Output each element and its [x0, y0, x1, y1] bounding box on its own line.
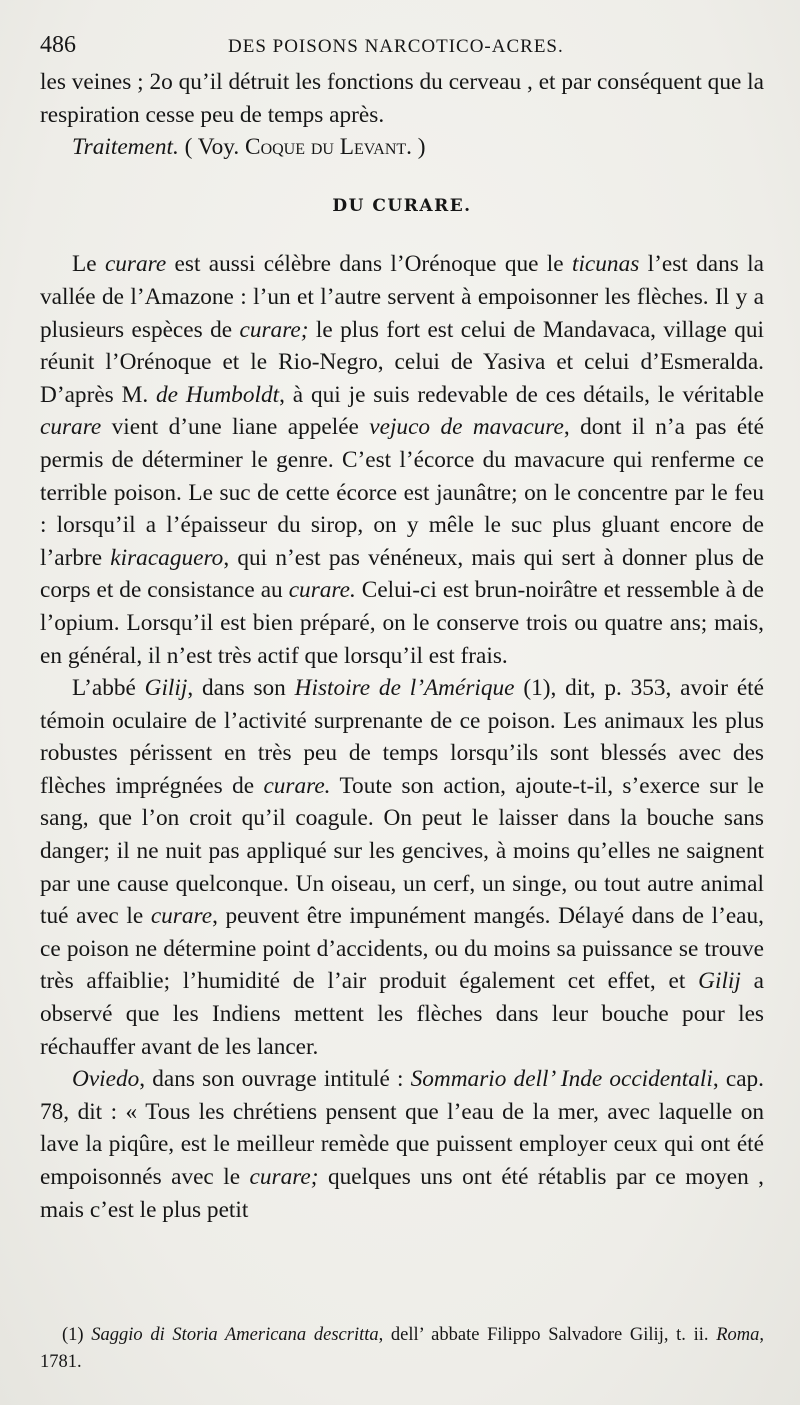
- italic-term: Gilij: [698, 968, 741, 995]
- text: a observé que les Indiens mettent les flèches dans leur bouche pour les réchauffer avant de les lancer.: [40, 968, 764, 1060]
- paragraph-oviedo: [40, 1063, 764, 1226]
- treatment-ref: Coque du Levant: [245, 134, 407, 161]
- text: (1), dit, p. 353, avoir été témoin oculaire de l’activité surprenante de ce poison. Les animaux les plus robustes périssent en très peu de temps lorsqu’ils sont blessés avec des flèches imprégnées de: [40, 675, 764, 799]
- text: Le: [72, 251, 105, 278]
- text: , cap. 78, dit : « Tous les chrétiens pensent que l’eau de la mer, avec laquelle on lave la piqûre, est le meilleur remède que puissent employer ceux qui ont été empoisonnés avec le: [40, 1066, 765, 1190]
- text: L’abbé: [72, 675, 145, 702]
- italic-term: curare;: [239, 316, 309, 343]
- running-head: DES POISONS NARCOTICO-ACRES.: [228, 36, 564, 57]
- italic-term: Saggio di Storia Americana descritta: [91, 1325, 379, 1345]
- italic-term: vejuco de mavacure: [369, 414, 564, 441]
- italic-term: curare.: [288, 577, 356, 604]
- footnote-marker: (1): [62, 1325, 92, 1345]
- italic-term: curare: [104, 251, 167, 278]
- italic-term: kiracaguero: [110, 544, 224, 571]
- footnote-text: [40, 1322, 764, 1376]
- italic-term: curare;: [249, 1164, 319, 1190]
- text: le plus fort est celui de Mandavaca, village qui réunit l’Orénoque et le Rio-Negro, celui de Yasiva et celui d’Esmeralda. D’après M.: [40, 316, 764, 408]
- paragraph-gilij: [40, 672, 764, 1063]
- paragraph-curare-intro: [40, 248, 764, 672]
- text: , à qui je suis redevable de ces détails, le véritable: [279, 381, 764, 408]
- text: , peuvent être impunément mangés. Délayé dans de l’eau, ce poison ne détermine point d’accidents, ou du moins sa puissance se trouve très affaiblie; l’humidité de l’air produit également cet effet, et: [40, 903, 764, 995]
- continuation-paragraph: les veines ; 2o qu’il détruit les fonctions du cerveau , et par conséquent que la respiration cesse peu de temps après.: [40, 69, 764, 128]
- footnote: [40, 1322, 764, 1376]
- text: quelques uns ont été rétablis par ce moyen , mais c’est le plus petit: [40, 1164, 764, 1223]
- text: l’est dans la vallée de l’Amazone : l’un et l’autre servent à empoisonner les flèches. Il y a plusieurs espèces de: [40, 251, 764, 343]
- text: est aussi célèbre dans l’Orénoque que le: [166, 251, 572, 278]
- text: , dont il n’a pas été permis de déterminer le genre. C’est l’écorce du mavacure qui renferme ce terrible poison. Le suc de cette écorce est jaunâtre; on le concentre par le feu : lorsqu’il a l’épaisseur du sirop, on y mêle le suc plus gluant encore de l’arbre: [40, 414, 765, 571]
- text: , qui n’est pas vénéneux, mais qui sert à donner plus de corps et de consistance au: [40, 544, 764, 604]
- text: , dell’ abbate Filippo Salvadore Gilij, t. ii.: [378, 1325, 717, 1345]
- treatment-line: [40, 131, 764, 164]
- page-header: [40, 32, 764, 66]
- italic-term: curare: [40, 414, 102, 441]
- text: Celui-ci est brun-noirâtre et ressemble à de l’opium. Lorsqu’il est bien préparé, on le conserve trois ou quatre ans; mais, en général, il n’est très actif que lorsqu’il est frais.: [40, 577, 764, 669]
- text: , dans son ouvrage intitulé :: [139, 1066, 411, 1093]
- italic-term: Gilij: [144, 675, 188, 702]
- italic-term: curare.: [263, 772, 331, 799]
- italic-term: Roma: [716, 1325, 760, 1345]
- italic-term: de Humboldt: [156, 381, 280, 408]
- text: Toute son action, ajoute-t-il, s’exerce sur le sang, que l’on croit qu’il coagule. On peut le laisser dans la bouche sans danger; il ne nuit pas appliqué sur les gencives, à moins qu’elles ne saignent par une cause quelconque. Un oiseau, un cerf, un singe, ou tout autre animal tué avec le: [40, 772, 765, 930]
- page-body: [40, 66, 764, 1226]
- treatment-open: ( Voy.: [184, 134, 246, 161]
- treatment-close: . ): [406, 134, 426, 161]
- text: , 1781.: [40, 1325, 764, 1372]
- treatment-label: Traitement.: [72, 134, 179, 161]
- italic-term: Sommario dell’ Inde occidentali: [410, 1066, 713, 1093]
- page-number: 486: [40, 32, 76, 58]
- italic-term: ticunas: [571, 251, 640, 278]
- text: vient d’une liane appelée: [101, 414, 370, 441]
- italic-term: Oviedo: [72, 1066, 140, 1093]
- italic-term: curare: [150, 903, 213, 930]
- section-title: DU CURARE.: [332, 195, 472, 216]
- text: , dans son: [187, 675, 295, 702]
- italic-term: Histoire de l’Amérique: [294, 675, 515, 702]
